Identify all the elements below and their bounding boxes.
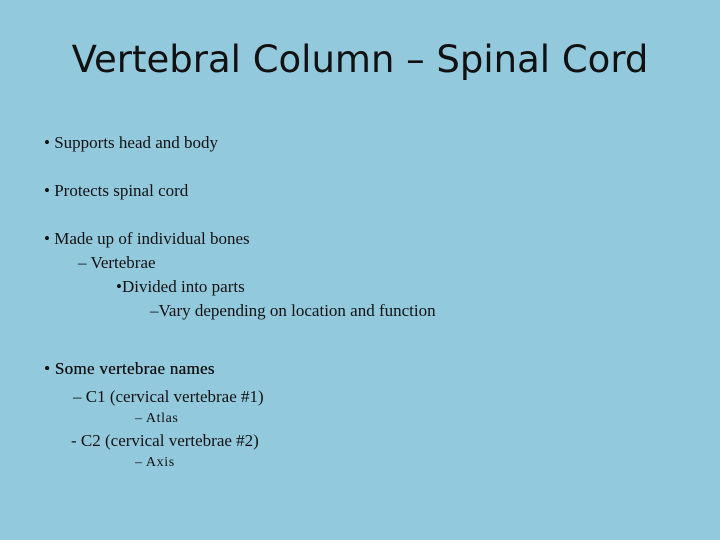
sub-c2: - C2 (cervical vertebrae #2) bbox=[71, 431, 259, 450]
bullet-supports: • Supports head and body bbox=[44, 133, 219, 152]
bullet-made-up: • Made up of individual bones bbox=[44, 229, 250, 248]
sub-atlas: – Atlas bbox=[135, 411, 179, 426]
slide-title: Vertebral Column – Spinal Cord bbox=[71, 38, 649, 81]
bullet-vertebrae-names: • Some vertebrae names bbox=[44, 359, 215, 378]
sub-divided: •Divided into parts bbox=[116, 277, 245, 296]
bullet-protects: • Protects spinal cord bbox=[44, 181, 189, 200]
sub-vary: –Vary depending on location and function bbox=[150, 301, 436, 320]
sub-axis: – Axis bbox=[135, 455, 175, 470]
sub-vertebrae: – Vertebrae bbox=[78, 253, 156, 272]
sub-c1: – C1 (cervical vertebrae #1) bbox=[73, 387, 264, 406]
